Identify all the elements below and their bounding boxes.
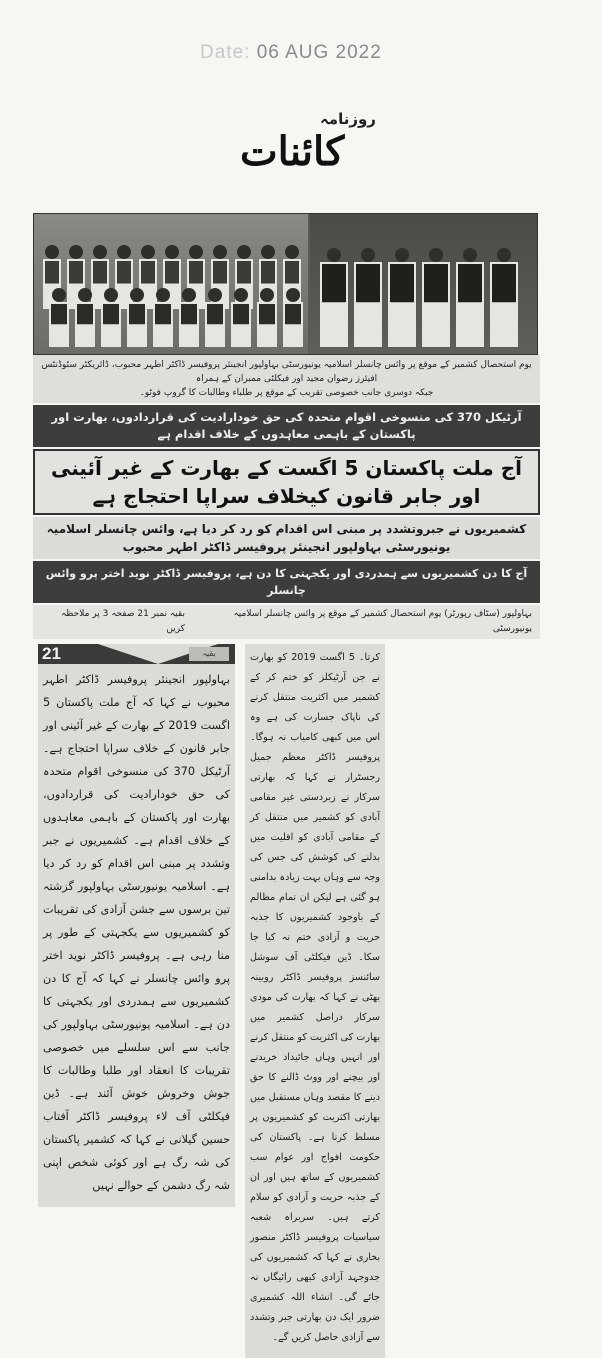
article-line: جبر وتشدد پر مبنی اس اقدام کو رد کر دیا ہے۔ bbox=[43, 834, 230, 893]
article-line: سیاسیات پروفیسر ڈاکٹر منصور بخاری نے bbox=[250, 1232, 380, 1263]
person-vest bbox=[155, 304, 171, 324]
person-head bbox=[141, 245, 155, 259]
article-line: وطالبات کا جوش وخروش خوش آئند ہے۔ bbox=[43, 1064, 230, 1100]
article-line: اسلامیہ یونیورسٹی بہاولپور گزشتہ تین bbox=[43, 880, 230, 916]
newspaper-masthead bbox=[232, 110, 376, 190]
article-line: کہا کہ کشمیریوں کی جدوجہد آزادی کبھی bbox=[250, 1252, 380, 1283]
article-line: کرنے اور انہیں وہاں جائیداد خریدنے bbox=[250, 1032, 380, 1063]
article-line: سوشل سائنسز پروفیسر ڈاکٹر روبینہ بھٹی bbox=[250, 952, 380, 1003]
article-line: نے کہا کہ بھارت کی مودی سرکار دراصل bbox=[250, 992, 380, 1023]
article-line: برسوں سے جشن آزادی کی تقریبات کو bbox=[43, 903, 230, 939]
person-head bbox=[213, 245, 227, 259]
person-vest bbox=[458, 264, 482, 302]
person-vest bbox=[233, 304, 249, 324]
article-line: کشمیریوں سے یکجہتی کے طور پر منا رہی bbox=[43, 926, 230, 962]
person-vest bbox=[285, 304, 301, 324]
article-line: ڈاکٹر معظم جمیل رجسٹرار نے کہا کہ بھارتی bbox=[250, 752, 380, 783]
article-line: آزادی حاصل کریں گے۔ bbox=[272, 1332, 364, 1343]
person-head bbox=[261, 245, 275, 259]
person-vest bbox=[181, 304, 197, 324]
person-vest bbox=[69, 261, 83, 284]
person-vest bbox=[189, 261, 203, 284]
article-line: کشمیر میں بھارت کی اکثریت کو منتقل bbox=[250, 1012, 380, 1043]
article-line: اس میں کبھی کامیاب نہ ہوگا۔ پروفیسر bbox=[250, 732, 380, 763]
person-vest bbox=[390, 264, 414, 302]
date-stamp-prefix: Date: bbox=[200, 42, 251, 63]
person-head bbox=[93, 245, 107, 259]
article-line: حکومت افواج اور عوام سب کشمیریوں bbox=[250, 1152, 380, 1183]
person-head bbox=[208, 288, 222, 302]
article-line: ضرور ایک دن بھارتی جبر وتشدد سے bbox=[250, 1312, 380, 1343]
article-line: آزادی کو سلام کرتے ہیں۔ سربراہ شعبہ bbox=[250, 1192, 380, 1223]
person-vest bbox=[93, 261, 107, 284]
article-line: کشمیریوں پر مسلط کرنا ہے۔ پاکستان کی bbox=[250, 1112, 380, 1143]
person-vest bbox=[261, 261, 275, 284]
article-text-left bbox=[43, 668, 230, 1197]
person-vest bbox=[259, 304, 275, 324]
article-line: جابر قانون کے خلاف سراپا احتجاج ہے۔ bbox=[43, 742, 230, 755]
article-line: رائیگاں نہ جائے گی۔ انشاء اللہ کشمیری bbox=[250, 1272, 380, 1303]
person-vest bbox=[51, 304, 67, 324]
article-line: کے ساتھ ہیں اور ان کے جذبہ حریت و bbox=[250, 1172, 380, 1203]
article-line: اور بیچنے اور ووٹ ڈالنے کا حق دینے کا bbox=[250, 1072, 380, 1103]
date-stamp-value: 06 AUG 2022 bbox=[256, 42, 382, 63]
article-line: یونیورسٹی بہاولپور کی جانب سے اس سلسلے bbox=[43, 1018, 230, 1054]
person-head bbox=[395, 248, 409, 262]
person-head bbox=[117, 245, 131, 259]
kicker-bar: آرٹیکل 370 کی منسوخی اقوام متحدہ کی حق خودارادیت کی قراردادوں، بھارت اور پاکستان کے باہمی معاہدوں کے خلاف اقدام ہے bbox=[33, 405, 540, 447]
person-head bbox=[234, 288, 248, 302]
person-vest bbox=[237, 261, 251, 284]
article-line: سرکار نے زبردستی غیر مقامی آبادی کو کشمیر bbox=[250, 792, 380, 823]
caption-line-1: یوم استحصال کشمیر کے موقع پر وائس چانسلر اسلامیہ یونیورسٹی بہاولپور انجینئر پروفیسر ڈاکٹر اطہر محبوب، ڈائریکٹر سٹوڈنٹس افیئرز رضوان مجید اور فیکلٹی ممبران کے ہمراہ bbox=[41, 360, 532, 384]
article-line: خلاف اقدام ہے۔ کشمیریوں نے bbox=[64, 834, 213, 847]
continued-note: بقیہ نمبر 21 صفحہ 3 پر ملاحظہ کریں bbox=[61, 609, 185, 634]
article-line: کرتا۔ 5 اگست 2019 کو بھارت نے bbox=[250, 652, 381, 683]
article-line: بہاولپور انجینئر پروفیسر ڈاکٹر اطہر محبوب bbox=[43, 673, 230, 709]
person-vest bbox=[141, 261, 155, 284]
person-head bbox=[69, 245, 83, 259]
main-headline: آج ملت پاکستان 5 اگست کے بھارت کے غیر آئینی اور جابر قانون کیخلاف سراپا احتجاج ہے bbox=[33, 449, 540, 515]
subheadline: کشمیریوں نے جبروتشدد پر مبنی اس اقدام کو رد کر دیا ہے، وائس چانسلر اسلامیہ یونیورسٹی بہاولپور انجینئر پروفیسر ڈاکٹر اطہر محبوب bbox=[33, 517, 540, 559]
article-column-left bbox=[38, 644, 235, 1207]
person-head bbox=[497, 248, 511, 262]
article-line: 2019 کے بھارت کے غیر آئینی اور bbox=[43, 719, 197, 732]
person-head bbox=[182, 288, 196, 302]
person-head bbox=[286, 288, 300, 302]
person-head bbox=[429, 248, 443, 262]
person-vest bbox=[103, 304, 119, 324]
person-vest bbox=[207, 304, 223, 324]
article-line: میں منتقل کر کے مقامی آبادی کو اقلیت میں bbox=[250, 812, 380, 843]
person-vest bbox=[285, 261, 299, 284]
article-line: آزادی ختم نہ کیا جا سکا۔ ڈین فیکلٹی آف bbox=[250, 932, 380, 963]
article-line: منتقل کرنے کی ناپاک جسارت کی ہے وہ bbox=[250, 692, 380, 723]
person-vest bbox=[356, 264, 380, 302]
continuation-label: بقیہ bbox=[189, 647, 229, 661]
article-line: ڈین فیکلٹی آف لاء پروفیسر ڈاکٹر آفتاب bbox=[43, 1087, 230, 1123]
article-line: بدلنے کی کوشش کی جس کی وجہ سے وہاں bbox=[250, 852, 380, 883]
article-line: اور پاکستان کے باہمی معاہدوں کے bbox=[43, 811, 230, 847]
person-vest bbox=[117, 261, 131, 284]
person-head bbox=[285, 245, 299, 259]
article-line: شہ رگ ہے اور کوئی شخص اپنی شہ رگ دشمن bbox=[43, 1156, 230, 1192]
article-line: مقصد وہاں مستقبل میں بھارتی اکثریت کو bbox=[250, 1092, 380, 1123]
person-head bbox=[463, 248, 477, 262]
person-vest bbox=[45, 261, 59, 284]
dateline bbox=[33, 605, 540, 639]
person-vest bbox=[424, 264, 448, 302]
article-line: مظالم کے باوجود کشمیریوں کا جذبہ حریت و bbox=[250, 892, 381, 943]
person-head bbox=[361, 248, 375, 262]
group-photo-image bbox=[34, 214, 537, 354]
article-columns bbox=[33, 644, 540, 1358]
article-line: ہے۔ پروفیسر ڈاکٹر نوید اختر پرو وائس bbox=[43, 949, 230, 985]
person-vest bbox=[322, 264, 346, 302]
article-line: جن آرٹیکلز کو ختم کر کے کشمیر میں اکثریت bbox=[250, 672, 380, 703]
person-vest bbox=[129, 304, 145, 324]
date-stamp bbox=[200, 42, 382, 64]
person-vest bbox=[77, 304, 93, 324]
person-vest bbox=[492, 264, 516, 302]
news-photo bbox=[33, 213, 538, 355]
person-head bbox=[130, 288, 144, 302]
article-line: میں خصوصی تقریبات کا انعقاد اور طلبا bbox=[43, 1041, 230, 1077]
article-line: نے کہا کہ آج ملت پاکستان 5 اگست bbox=[43, 696, 230, 732]
article-text-right bbox=[250, 648, 380, 1348]
person-head bbox=[165, 245, 179, 259]
masthead-daily-label: روزنامہ bbox=[320, 110, 376, 128]
person-head bbox=[327, 248, 341, 262]
article-line: حق خودارادیت کی قراردادوں، بھارت bbox=[43, 788, 230, 824]
masthead-title: کائنات bbox=[240, 128, 345, 175]
photo-caption bbox=[33, 355, 540, 403]
article-clipping bbox=[33, 355, 540, 1358]
article-line: آرٹیکل 370 کی منسوخی اقوام متحدہ کی bbox=[43, 765, 230, 801]
person-vest bbox=[165, 261, 179, 284]
person-head bbox=[52, 288, 66, 302]
person-head bbox=[78, 288, 92, 302]
article-line: کے حوالے نہیں bbox=[92, 1179, 159, 1192]
article-line: بہت زیادہ بدامنی ہو گئی ہے لیکن ان تمام bbox=[250, 872, 380, 903]
person-head bbox=[45, 245, 59, 259]
person-head bbox=[237, 245, 251, 259]
person-head bbox=[104, 288, 118, 302]
article-line: ہمدردی اور یکجہتی کا دن ہے۔ اسلامیہ bbox=[43, 995, 230, 1031]
article-column-right bbox=[245, 644, 385, 1358]
continuation-header bbox=[38, 644, 235, 664]
dateline-text: بہاولپور (سٹاف رپورٹر) یوم استحصال کشمیر کے موقع پر وائس چانسلر اسلامیہ یونیورسٹی bbox=[233, 609, 532, 634]
person-head bbox=[260, 288, 274, 302]
person-head bbox=[156, 288, 170, 302]
article-line: چانسلر نے کہا کہ آج کا دن کشمیریوں سے bbox=[43, 972, 231, 1008]
person-vest bbox=[213, 261, 227, 284]
article-line: حسین گیلانی نے کہا کہ کشمیر پاکستان کی bbox=[43, 1133, 230, 1169]
caption-line-2: جبکہ دوسری جانب خصوصی تقریب کے موقع پر طلباء وطالبات کا گروپ فوٹو۔ bbox=[139, 388, 434, 398]
secondary-headline-bar: آج کا دن کشمیریوں سے ہمدردی اور یکجہتی کا دن ہے، پروفیسر ڈاکٹر نوید اختر پرو وائس چانسلر bbox=[33, 561, 540, 603]
person-head bbox=[189, 245, 203, 259]
continuation-number: 21 bbox=[42, 644, 61, 663]
